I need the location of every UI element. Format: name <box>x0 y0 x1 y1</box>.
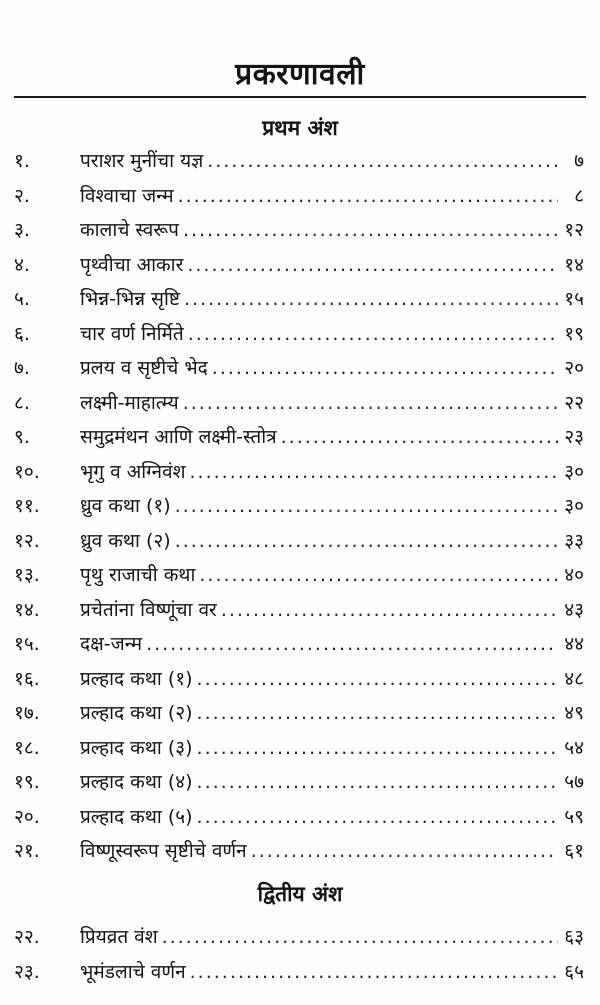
entry-body <box>80 425 584 449</box>
toc-entry <box>0 248 600 283</box>
entry-page-number: ३० <box>564 495 584 518</box>
toc-entry <box>0 834 600 869</box>
dot-leader <box>190 460 558 484</box>
entry-number: २. <box>14 184 30 207</box>
entry-number: ११. <box>14 495 40 518</box>
toc-entry <box>0 213 600 248</box>
entry-title: समुद्रमंथन आणि लक्ष्मी-स्तोत्र <box>80 426 277 449</box>
dot-leader <box>221 598 558 622</box>
entry-number: २३. <box>14 960 40 983</box>
entry-page-number: ४३ <box>564 598 584 621</box>
entry-number: १३. <box>14 564 40 587</box>
entry-page-number: ३३ <box>564 529 584 552</box>
dot-leader <box>212 356 558 380</box>
toc-entry <box>0 282 600 317</box>
entry-body <box>80 149 584 173</box>
toc-entry <box>0 489 600 524</box>
toc-entry <box>0 179 600 214</box>
entry-title: प्रल्हाद कथा (४) <box>80 771 193 794</box>
dot-leader <box>199 563 558 587</box>
page-title: प्रकरणावली <box>235 57 365 92</box>
toc-entry <box>0 144 600 179</box>
dot-leader <box>183 218 558 242</box>
entry-page-number: ४९ <box>564 702 584 725</box>
entry-body <box>80 287 584 311</box>
entry-number: १८. <box>14 736 40 759</box>
entry-title: ध्रुव कथा (२) <box>80 529 171 552</box>
toc-entry <box>0 386 600 421</box>
dot-leader <box>207 149 558 173</box>
entry-page-number: ४४ <box>564 633 584 656</box>
dot-leader <box>190 960 558 984</box>
entry-title: भृगु व अग्निवंश <box>80 460 186 483</box>
entry-title: प्रल्हाद कथा (१) <box>80 667 193 690</box>
section-heading-1: प्रथम अंश <box>262 116 338 140</box>
entry-number: ८. <box>14 391 30 414</box>
toc-entry <box>0 351 600 386</box>
entry-title: प्रियव्रत वंश <box>80 926 158 949</box>
entry-number: ५. <box>14 288 30 311</box>
entry-number: २०. <box>14 805 40 828</box>
entry-number: ९. <box>14 426 30 449</box>
entry-number: १६. <box>14 667 40 690</box>
entry-body <box>80 356 584 380</box>
dot-leader <box>175 494 558 518</box>
section-1-entries <box>0 144 600 869</box>
toc-entry <box>0 800 600 835</box>
dot-leader <box>197 701 558 725</box>
entry-page-number: ६१ <box>564 840 584 863</box>
dot-leader <box>184 287 558 311</box>
entry-body <box>80 960 584 984</box>
entry-title: पृथु राजाची कथा <box>80 564 196 587</box>
entry-page-number: २२ <box>564 391 584 414</box>
entry-page-number: १४ <box>564 253 584 276</box>
entry-page-number: १५ <box>564 288 584 311</box>
toc-entry <box>0 593 600 628</box>
section-heading-2: द्वितीय अंश <box>257 882 343 906</box>
dot-leader <box>183 391 558 415</box>
entry-title: प्रल्हाद कथा (५) <box>80 805 193 828</box>
dot-leader <box>197 805 558 829</box>
entry-title: प्रलय व सृष्टीचे भेद <box>80 357 208 380</box>
entry-page-number: ४० <box>564 564 584 587</box>
entry-title: कालाचे स्वरूप <box>80 219 179 242</box>
toc-entry <box>0 696 600 731</box>
dot-leader <box>197 667 558 691</box>
entry-body <box>80 598 584 622</box>
toc-entry <box>0 731 600 766</box>
toc-entry <box>0 524 600 559</box>
entry-title: भिन्न-भिन्न सृष्टि <box>80 288 180 311</box>
entry-page-number: ५९ <box>564 805 584 828</box>
entry-title: पृथ्वीचा आकार <box>80 253 184 276</box>
entry-number: १. <box>14 150 30 173</box>
section-2-entries <box>0 920 600 989</box>
dot-leader <box>187 253 558 277</box>
entry-number: १५. <box>14 633 40 656</box>
toc-entry <box>0 920 600 955</box>
entry-body <box>80 529 584 553</box>
toc-entry <box>0 420 600 455</box>
entry-title: भूमंडलाचे वर्णन <box>80 960 186 983</box>
dot-leader <box>197 770 558 794</box>
dot-leader <box>162 925 558 949</box>
entry-body <box>80 322 584 346</box>
toc-entry <box>0 317 600 352</box>
dot-leader <box>281 425 558 449</box>
dot-leader <box>178 184 558 208</box>
entry-body <box>80 391 584 415</box>
entry-body <box>80 839 584 863</box>
entry-body <box>80 667 584 691</box>
entry-page-number: २० <box>564 357 584 380</box>
dot-leader <box>197 736 558 760</box>
entry-body <box>80 736 584 760</box>
entry-page-number: ३० <box>564 460 584 483</box>
entry-number: ७. <box>14 357 30 380</box>
entry-body <box>80 253 584 277</box>
entry-page-number: ६५ <box>564 960 584 983</box>
toc-entry <box>0 955 600 990</box>
entry-title: ध्रुव कथा (१) <box>80 495 171 518</box>
entry-body <box>80 218 584 242</box>
entry-title: विश्वाचा जन्म <box>80 184 174 207</box>
toc-entry <box>0 765 600 800</box>
entry-body <box>80 925 584 949</box>
entry-page-number: ५७ <box>564 771 584 794</box>
entry-body <box>80 770 584 794</box>
toc-entry <box>0 455 600 490</box>
dot-leader <box>146 632 558 656</box>
entry-title: चार वर्ण निर्मिते <box>80 322 184 345</box>
toc-entry <box>0 627 600 662</box>
entry-number: १०. <box>14 460 40 483</box>
entry-number: १४. <box>14 598 40 621</box>
entry-page-number: १२ <box>564 219 584 242</box>
entry-number: १२. <box>14 529 40 552</box>
entry-number: १७. <box>14 702 40 725</box>
entry-number: ४. <box>14 253 30 276</box>
entry-number: १९. <box>14 771 40 794</box>
entry-page-number: ७ <box>574 150 584 173</box>
entry-number: ३. <box>14 219 30 242</box>
entry-page-number: २३ <box>564 426 584 449</box>
entry-number: ६. <box>14 322 30 345</box>
entry-title: लक्ष्मी-माहात्म्य <box>80 391 179 414</box>
dot-leader <box>251 839 558 863</box>
entry-page-number: ८ <box>574 184 584 207</box>
entry-page-number: ६३ <box>564 926 584 949</box>
entry-title: प्रचेतांना विष्णूंचा वर <box>80 598 217 621</box>
dot-leader <box>188 322 558 346</box>
entry-number: २२. <box>14 926 40 949</box>
entry-page-number: ५४ <box>564 736 584 759</box>
entry-body <box>80 184 584 208</box>
entry-body <box>80 632 584 656</box>
entry-title: पराशर मुनींचा यज्ञ <box>80 150 204 173</box>
entry-title: विष्णूस्वरूप सृष्टीचे वर्णन <box>80 840 247 863</box>
entry-title: प्रल्हाद कथा (२) <box>80 702 193 725</box>
entry-title: दक्ष-जन्म <box>80 633 143 656</box>
entry-title: प्रल्हाद कथा (३) <box>80 736 193 759</box>
entry-page-number: १९ <box>564 322 584 345</box>
entry-body <box>80 805 584 829</box>
entry-body <box>80 701 584 725</box>
entry-body <box>80 494 584 518</box>
entry-body <box>80 563 584 587</box>
dot-leader <box>175 529 558 553</box>
entry-page-number: ४८ <box>564 667 584 690</box>
title-underline <box>14 96 586 98</box>
entry-body <box>80 460 584 484</box>
toc-entry <box>0 662 600 697</box>
entry-number: २१. <box>14 840 40 863</box>
toc-entry <box>0 558 600 593</box>
